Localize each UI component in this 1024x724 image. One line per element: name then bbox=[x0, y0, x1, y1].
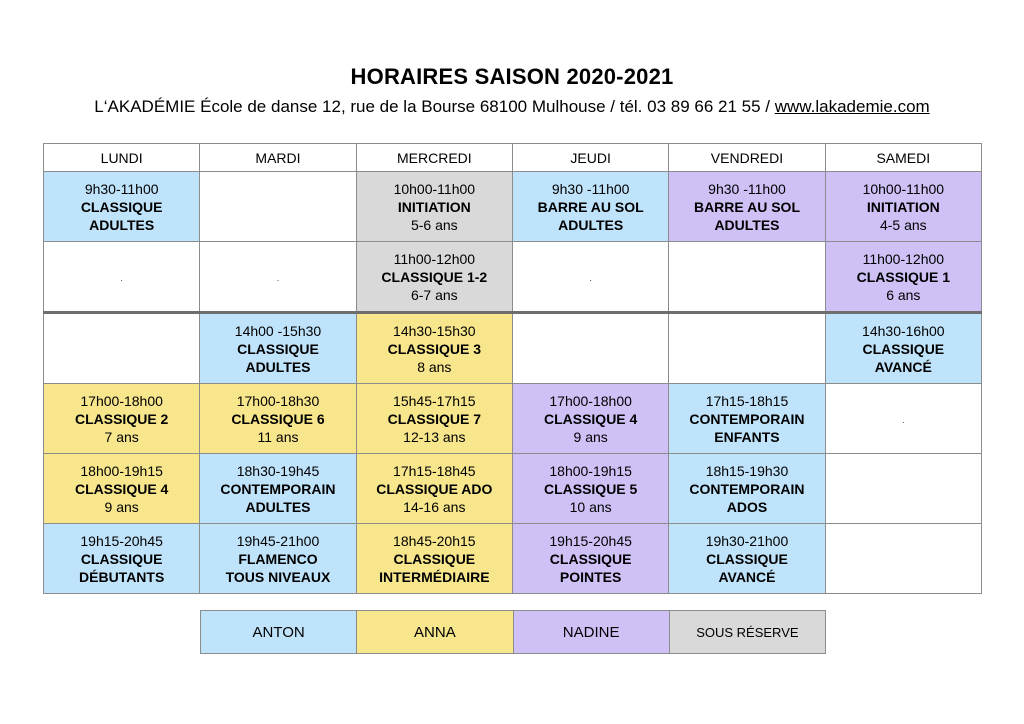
class-slot bbox=[200, 524, 356, 594]
class-time: 19h15-20h45 bbox=[549, 532, 632, 549]
empty-slot bbox=[44, 242, 200, 313]
class-time: 17h00-18h30 bbox=[236, 392, 320, 409]
class-name: CLASSIQUE 1-2 bbox=[381, 268, 488, 285]
class-slot bbox=[512, 172, 668, 242]
class-time: 18h30-19h45 bbox=[236, 462, 320, 479]
day-header: JEUDI bbox=[512, 144, 668, 172]
class-slot bbox=[44, 524, 200, 594]
day-header: VENDREDI bbox=[669, 144, 825, 172]
class-time: 19h30-21h00 bbox=[705, 532, 789, 549]
schedule-table bbox=[43, 143, 982, 594]
class-time: 17h00-18h00 bbox=[80, 392, 163, 409]
class-level: TOUS NIVEAUX bbox=[225, 568, 331, 585]
class-age: 8 ans bbox=[417, 358, 452, 375]
legend-nadine: NADINE bbox=[513, 611, 669, 654]
class-time: 11h00-12h00 bbox=[862, 250, 945, 267]
class-time: 14h30-15h30 bbox=[393, 322, 476, 339]
class-age: 9 ans bbox=[104, 498, 139, 515]
cell-dot: . bbox=[589, 272, 592, 283]
class-name: CLASSIQUE bbox=[80, 198, 163, 215]
class-slot bbox=[44, 172, 200, 242]
schedule-row bbox=[44, 313, 982, 384]
class-level: ADULTES bbox=[558, 216, 624, 233]
class-slot bbox=[669, 454, 825, 524]
empty-slot bbox=[512, 313, 668, 384]
class-name: CLASSIQUE 4 bbox=[543, 410, 638, 427]
class-name: CLASSIQUE 1 bbox=[856, 268, 950, 285]
class-name: CLASSIQUE 5 bbox=[543, 480, 638, 497]
class-slot bbox=[356, 313, 512, 384]
class-slot bbox=[825, 172, 981, 242]
class-time: 9h30 -11h00 bbox=[551, 180, 630, 197]
class-time: 11h00-12h00 bbox=[393, 250, 476, 267]
class-time: 10h00-11h00 bbox=[862, 180, 945, 197]
class-time: 17h00-18h00 bbox=[549, 392, 632, 409]
class-level: INTERMÉDIAIRE bbox=[379, 568, 490, 585]
page-title: HORAIRES SAISON 2020-2021 bbox=[350, 64, 674, 89]
schedule-row bbox=[44, 384, 982, 454]
class-level: ADULTES bbox=[714, 216, 780, 233]
class-slot bbox=[669, 524, 825, 594]
class-name: FLAMENCO bbox=[238, 550, 318, 567]
day-header: MERCREDI bbox=[356, 144, 512, 172]
class-name: CLASSIQUE 4 bbox=[74, 480, 169, 497]
class-level: ADULTES bbox=[245, 498, 311, 515]
day-header: SAMEDI bbox=[825, 144, 981, 172]
school-address: L‘AKADÉMIE École de danse 12, rue de la Bourse 68100 Mulhouse / tél. 03 89 66 21 55 / bbox=[94, 97, 775, 116]
class-time: 15h45-17h15 bbox=[393, 392, 476, 409]
class-time: 19h15-20h45 bbox=[80, 532, 163, 549]
cell-dot: . bbox=[902, 414, 905, 425]
schedule-row bbox=[44, 172, 982, 242]
class-time: 10h00-11h00 bbox=[393, 180, 476, 197]
class-slot bbox=[200, 454, 356, 524]
class-name: CLASSIQUE bbox=[237, 340, 319, 357]
day-header: MARDI bbox=[200, 144, 356, 172]
class-slot bbox=[356, 454, 512, 524]
class-name: CLASSIQUE bbox=[549, 550, 632, 567]
empty-slot bbox=[44, 313, 200, 384]
class-slot bbox=[512, 524, 668, 594]
class-time: 14h00 -15h30 bbox=[234, 322, 322, 339]
class-slot bbox=[200, 384, 356, 454]
class-age: 4-5 ans bbox=[879, 216, 927, 233]
class-time: 18h15-19h30 bbox=[705, 462, 789, 479]
class-time: 18h00-19h15 bbox=[549, 462, 632, 479]
class-age: 6-7 ans bbox=[410, 286, 458, 303]
class-name: CONTEMPORAIN bbox=[689, 480, 805, 497]
day-header-row bbox=[44, 144, 982, 172]
class-slot bbox=[669, 384, 825, 454]
class-name: CLASSIQUE 6 bbox=[231, 410, 325, 427]
class-level: AVANCÉ bbox=[874, 358, 932, 375]
class-name: CLASSIQUE 2 bbox=[74, 410, 169, 427]
class-slot bbox=[200, 313, 356, 384]
class-age: 14-16 ans bbox=[403, 498, 466, 515]
website-link[interactable]: www.lakademie.com bbox=[774, 97, 930, 116]
class-time: 19h45-21h00 bbox=[236, 532, 320, 549]
class-name: CLASSIQUE bbox=[80, 550, 163, 567]
empty-slot bbox=[825, 524, 981, 594]
legend-anna: ANNA bbox=[357, 611, 513, 654]
class-age: 9 ans bbox=[573, 428, 608, 445]
class-name: CLASSIQUE bbox=[393, 550, 476, 567]
class-name: CLASSIQUE ADO bbox=[376, 480, 493, 497]
class-time: 17h15-18h15 bbox=[705, 392, 789, 409]
class-slot bbox=[356, 384, 512, 454]
day-header: LUNDI bbox=[44, 144, 200, 172]
legend-row bbox=[201, 611, 826, 654]
teacher-legend bbox=[200, 610, 826, 654]
class-age: 12-13 ans bbox=[403, 428, 466, 445]
empty-slot bbox=[200, 242, 356, 313]
class-level: ADULTES bbox=[89, 216, 155, 233]
class-name: BARRE AU SOL bbox=[693, 198, 800, 215]
class-slot bbox=[512, 454, 668, 524]
class-slot bbox=[356, 524, 512, 594]
class-time: 17h15-18h45 bbox=[393, 462, 476, 479]
class-slot bbox=[356, 242, 512, 313]
cell-dot: . bbox=[120, 272, 123, 283]
class-slot bbox=[669, 172, 825, 242]
class-time: 18h00-19h15 bbox=[80, 462, 163, 479]
class-name: INITIATION bbox=[397, 198, 471, 215]
class-slot bbox=[512, 384, 668, 454]
class-level: POINTES bbox=[559, 568, 622, 585]
class-name: INITIATION bbox=[866, 198, 940, 215]
class-level: ADULTES bbox=[245, 358, 311, 375]
class-level: ADOS bbox=[726, 498, 768, 515]
class-age: 6 ans bbox=[886, 286, 921, 303]
class-slot bbox=[356, 172, 512, 242]
class-time: 9h30-11h00 bbox=[84, 180, 159, 197]
class-name: CLASSIQUE bbox=[862, 340, 945, 357]
class-name: CONTEMPORAIN bbox=[220, 480, 336, 497]
class-name: CLASSIQUE 7 bbox=[387, 410, 481, 427]
class-slot bbox=[44, 384, 200, 454]
schedule-row bbox=[44, 454, 982, 524]
schedule-row bbox=[44, 524, 982, 594]
class-age: 10 ans bbox=[569, 498, 612, 515]
empty-slot bbox=[512, 242, 668, 313]
class-level: DÉBUTANTS bbox=[79, 568, 165, 585]
class-time: 14h30-16h00 bbox=[862, 322, 945, 339]
class-name: CONTEMPORAIN bbox=[689, 410, 805, 427]
empty-slot bbox=[669, 313, 825, 384]
class-age: 5-6 ans bbox=[410, 216, 458, 233]
empty-slot bbox=[825, 454, 981, 524]
schedule-row bbox=[44, 242, 982, 313]
class-slot bbox=[44, 454, 200, 524]
class-age: 7 ans bbox=[104, 428, 139, 445]
class-name: BARRE AU SOL bbox=[537, 198, 644, 215]
class-time: 18h45-20h15 bbox=[393, 532, 476, 549]
class-level: AVANCÉ bbox=[718, 568, 776, 585]
class-name: CLASSIQUE bbox=[706, 550, 788, 567]
class-level: ENFANTS bbox=[714, 428, 780, 445]
class-slot bbox=[825, 242, 981, 313]
class-name: CLASSIQUE 3 bbox=[387, 340, 481, 357]
empty-slot bbox=[200, 172, 356, 242]
school-info bbox=[0, 97, 1024, 117]
schedule-body bbox=[44, 172, 982, 594]
legend-reserve: SOUS RÉSERVE bbox=[669, 611, 825, 654]
class-time: 9h30 -11h00 bbox=[708, 180, 786, 197]
cell-dot: . bbox=[276, 272, 280, 283]
class-slot bbox=[825, 313, 981, 384]
class-age: 11 ans bbox=[257, 428, 299, 445]
legend-anton: ANTON bbox=[201, 611, 357, 654]
empty-slot bbox=[669, 242, 825, 313]
empty-slot bbox=[825, 384, 981, 454]
